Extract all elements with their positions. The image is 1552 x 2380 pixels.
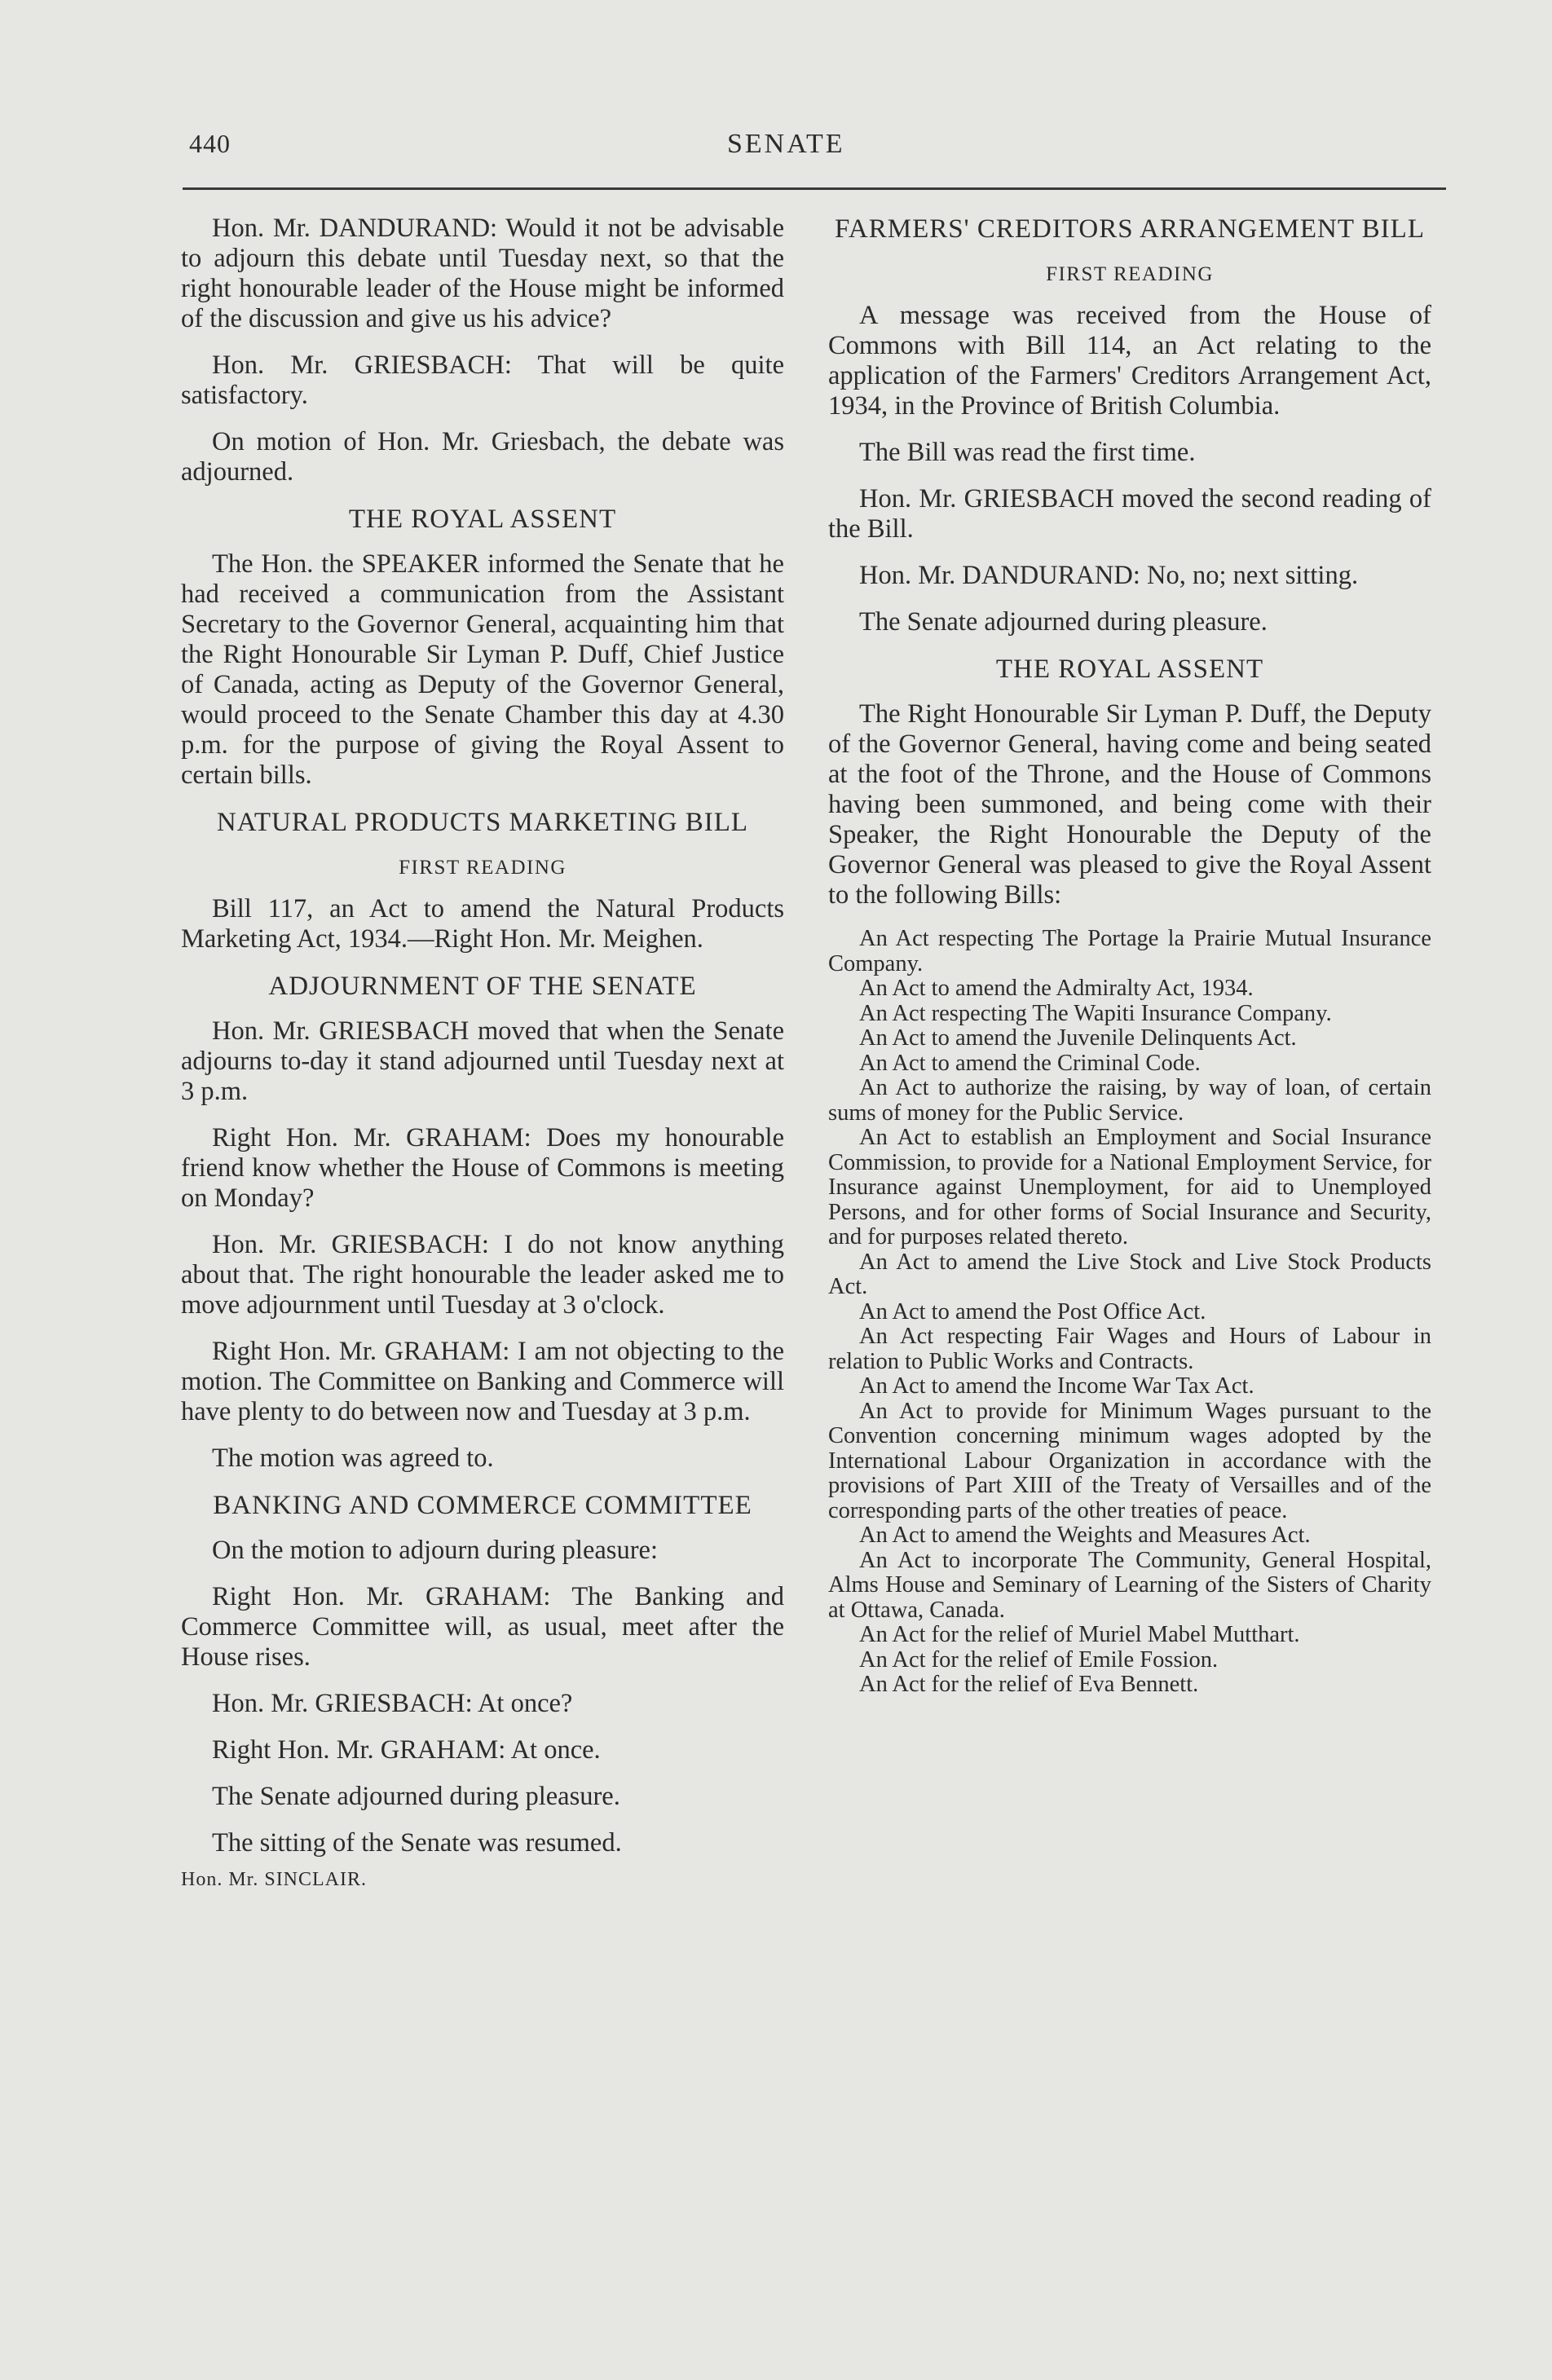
list-item: An Act respecting Fair Wages and Hours of Labour in relation to Public Works and Contracts. <box>828 1324 1431 1374</box>
paragraph: The Senate adjourned during pleasure. <box>212 1782 620 1811</box>
footer-reference: Hon. Mr. SINCLAIR. <box>181 1869 368 1890</box>
subheading-first-reading: FIRST READING <box>1046 263 1214 285</box>
paragraph: Hon. Mr. GRIESBACH: At once? <box>212 1689 573 1718</box>
section-heading-royal-assent: THE ROYAL ASSENT <box>995 654 1264 684</box>
list-item: An Act to establish an Employment and Social Insurance Commission, to provide for a National Employment Service, for Insurance against Unemployment, for aid to Unemployed Persons, and for other forms of Social Insurance and Security, and for purposes related thereto. <box>828 1125 1431 1250</box>
list-item: An Act for the relief of Muriel Mabel Mutthart. <box>859 1622 1300 1647</box>
paragraph: Hon. Mr. GRIESBACH: I do not know anything about that. The right honourable the leader asked me to move adjournment until Tuesday at 3 o'clock. <box>181 1230 784 1320</box>
paragraph: Hon. Mr. DANDURAND: No, no; next sitting. <box>859 561 1359 590</box>
section-heading-natural-products: NATURAL PRODUCTS MARKETING BILL <box>216 808 749 837</box>
paragraph: A message was received from the House of Commons with Bill 114, an Act relating to the application of the Farmers' Creditors Arrangement Act, 1934, in the Province of British Columbia. <box>828 301 1431 421</box>
paragraph: Hon. Mr. GRIESBACH moved the second reading of the Bill. <box>828 484 1431 544</box>
paragraph: The Bill was read the first time. <box>859 438 1196 467</box>
acts-list <box>828 927 1431 1698</box>
paragraph: The sitting of the Senate was resumed. <box>212 1828 622 1858</box>
left-column <box>181 214 784 1895</box>
list-item: An Act to amend the Criminal Code. <box>859 1050 1201 1076</box>
list-item: An Act to incorporate The Community, General Hospital, Alms House and Seminary of Learning of the Sisters of Charity at Ottawa, Canada. <box>828 1547 1431 1623</box>
section-heading-adjournment: ADJOURNMENT OF THE SENATE <box>268 972 697 1001</box>
list-item: An Act to amend the Live Stock and Live Stock Products Act. <box>828 1249 1431 1299</box>
paragraph: The motion was agreed to. <box>212 1443 494 1473</box>
paragraph: On motion of Hon. Mr. Griesbach, the debate was adjourned. <box>181 427 784 487</box>
paragraph: The Senate adjourned during pleasure. <box>859 607 1268 637</box>
list-item: An Act to amend the Admiralty Act, 1934. <box>859 976 1254 1001</box>
paragraph: Hon. Mr. GRIESBACH: That will be quite satisfactory. <box>181 350 784 410</box>
paragraph: Right Hon. Mr. GRAHAM: Does my honourable friend know whether the House of Commons is meeting on Monday? <box>181 1123 784 1213</box>
page-number: 440 <box>189 129 231 158</box>
paragraph: The Hon. the SPEAKER informed the Senate that he had received a communication from the Assistant Secretary to the Governor General, acquainting him that the Right Honourable Sir Lyman P. Duff, Chief Justice of Canada, acting as Deputy of the Governor General, would proceed to the Senate Chamber this day at 4.30 p.m. for the purpose of giving the Royal Assent to certain bills. <box>181 549 784 790</box>
paragraph: The Right Honourable Sir Lyman P. Duff, the Deputy of the Governor General, having come and being seated at the foot of the Throne, and the House of Commons having been summoned, and being come with their Speaker, the Right Honourable the Deputy of the Governor General was pleased to give the Royal Assent to the following Bills: <box>828 699 1431 910</box>
section-heading-banking: BANKING AND COMMERCE COMMITTEE <box>213 1491 752 1520</box>
paragraph: Right Hon. Mr. GRAHAM: The Banking and Commerce Committee will, as usual, meet after the House rises. <box>181 1582 784 1672</box>
paragraph: Bill 117, an Act to amend the Natural Products Marketing Act, 1934.—Right Hon. Mr. Meighen. <box>181 894 784 954</box>
running-head: SENATE <box>727 129 845 159</box>
subheading-first-reading: FIRST READING <box>399 857 567 879</box>
paragraph: On the motion to adjourn during pleasure: <box>212 1536 658 1565</box>
page-header <box>189 129 1444 186</box>
list-item: An Act to amend the Weights and Measures Act. <box>859 1523 1311 1548</box>
list-item: An Act to amend the Post Office Act. <box>859 1298 1206 1324</box>
list-item: An Act respecting The Portage la Prairie Mutual Insurance Company. <box>828 926 1431 976</box>
paragraph: Right Hon. Mr. GRAHAM: I am not objecting to the motion. The Committee on Banking and Commerce will have plenty to do between now and Tuesday at 3 p.m. <box>181 1337 784 1426</box>
list-item: An Act to amend the Income War Tax Act. <box>859 1373 1254 1399</box>
right-column <box>828 214 1431 1698</box>
list-item: An Act to provide for Minimum Wages pursuant to the Convention concerning minimum wages adopted by the International Labour Organization in accordance with the provisions of Part XIII of the Treaty of Versailles and of the corresponding parts of the other treaties of peace. <box>828 1398 1431 1523</box>
section-heading-royal-assent: THE ROYAL ASSENT <box>348 505 617 534</box>
list-item: An Act respecting The Wapiti Insurance Company. <box>859 1000 1332 1026</box>
paragraph: Hon. Mr. GRIESBACH moved that when the Senate adjourns to-day it stand adjourned until Tuesday next at 3 p.m. <box>181 1016 784 1106</box>
list-item: An Act to authorize the raising, by way of loan, of certain sums of money for the Public Service. <box>828 1075 1431 1126</box>
list-item: An Act for the relief of Emile Fossion. <box>859 1646 1219 1673</box>
header-rule <box>183 187 1446 190</box>
list-item: An Act to amend the Juvenile Delinquents Act. <box>859 1025 1297 1051</box>
section-heading-farmers-creditors: FARMERS' CREDITORS ARRANGEMENT BILL <box>835 214 1425 244</box>
paragraph: Hon. Mr. DANDURAND: Would it not be advisable to adjourn this debate until Tuesday next, so that the right honourable leader of the House might be informed of the discussion and give us his advice? <box>181 214 784 333</box>
paragraph: Right Hon. Mr. GRAHAM: At once. <box>212 1735 601 1765</box>
list-item: An Act for the relief of Eva Bennett. <box>859 1672 1199 1697</box>
